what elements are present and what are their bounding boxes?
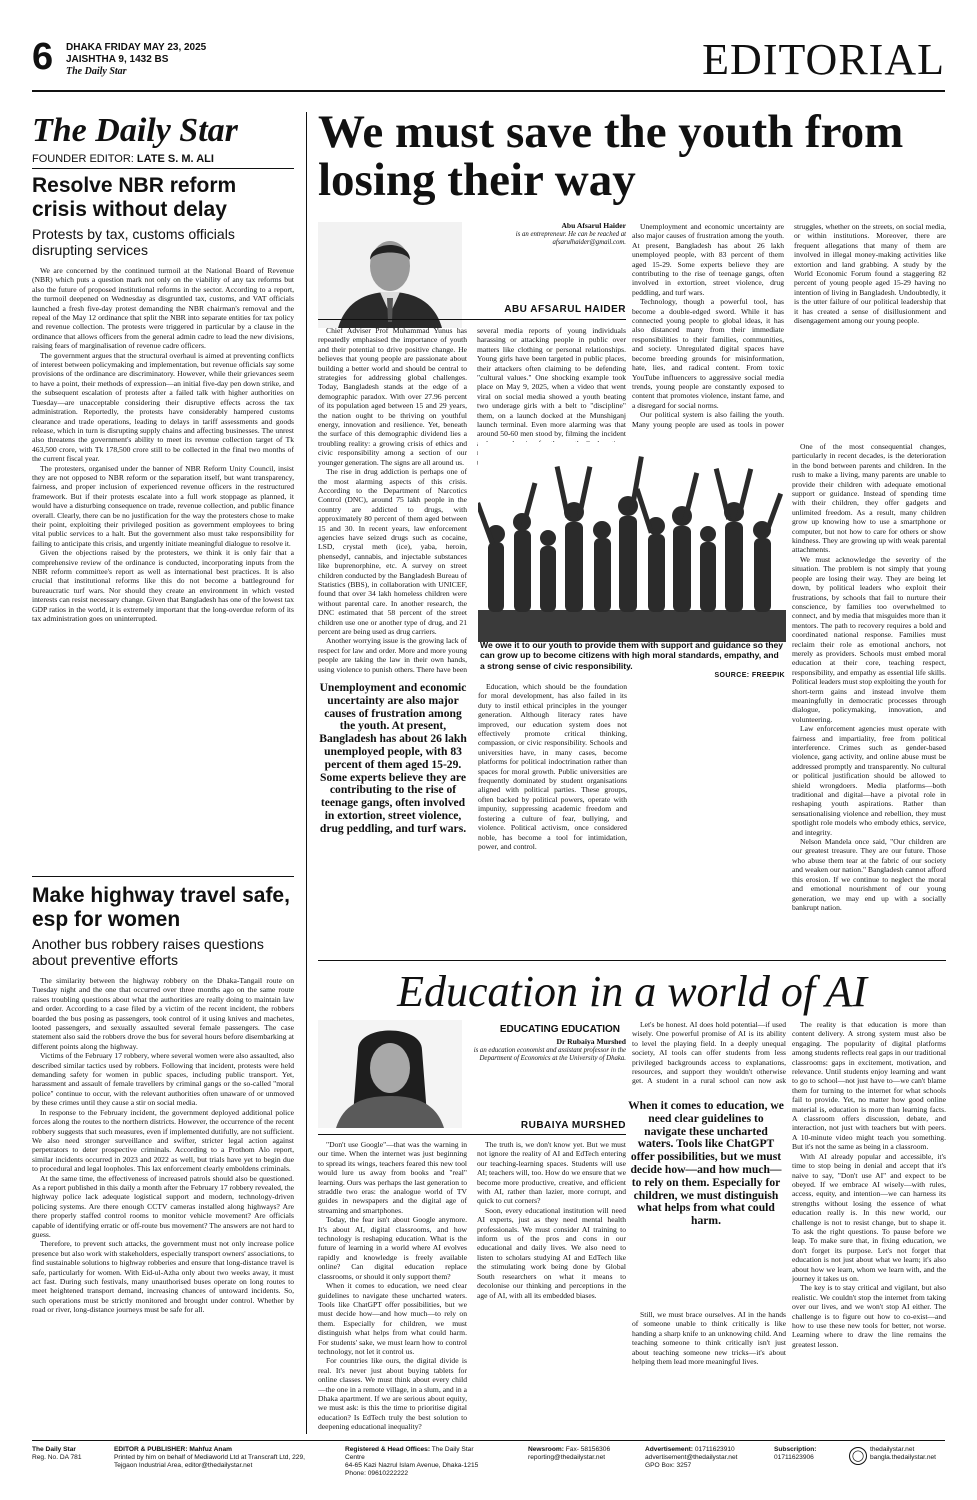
article2-body-mid-bottom [632,1310,786,1434]
author-rule [318,319,626,320]
dateline-paper: The Daily Star [66,66,127,77]
paragraph: Another worrying issue is the growing lack of respect for law and order. More and more young people are taking the law in their own hands, using violence to punish others. There have been several media reports of young individuals harassing or attacking people in public over matters like clothing or personal relationships. Young girls have been targeted in public places, their attackers often claiming to be defending "cultural values." One shocking example took place on May 9, 2025, when a video that went viral on social media showed a youth beating two underage girls with a belt to "discipline" them, on a launch docked at the Munshiganj launch terminal. Even more alarming was that around 50-60 men stood by, filming the incident [318,326,626,674]
author2-photo [318,1020,462,1128]
section-title: EDITORIAL [702,35,945,84]
editorial2-body [32,976,294,1434]
article1-headline: We must save the youth from losing their way [318,106,904,206]
author-bio-text: is an entrepreneur. He can be reached at [515,231,626,239]
footer-paper-name: The Daily Star [32,1446,76,1453]
paragraph: In response to the February incident, the government deployed additional police forces along the routes to the northern districts. However, the occurrence of the recent robbery suggests that such measures, even if implemented dutifully, are not sufficient. We also need stronger surveillance and swifter, stricter legal action against perpetrators to deter prospective criminals. According to a Prothom Alo report, similar incidents occurred in 2023 and 2022 as well, but trials have yet to begin due to procedural and legal loopholes. This lax enforcement clearly emboldens criminals. [32,1107,294,1174]
editorial1-body [32,266,294,872]
footer-subscription [774,1446,844,1462]
footer-office-label: Registered & Head Offices: [345,1446,431,1453]
footer-paper [32,1446,81,1462]
masthead-rule [32,168,294,169]
article2-body-right [792,1020,946,1434]
footer-printed2: Tejgaon Industrial Area, editor@thedailystar.net [114,1462,253,1469]
paragraph: We are concerned by the continued turmoil at the National Board of Revenue (NBR) which puts a question mark not only on the viability of any tax reforms but also the future of proposed institutional reforms in the sector. According to a report, the turmoil deepened on Wednesday as disgruntled tax, customs, and VAT officials launched a fresh five-day protest demanding the NBR chairman's removal and the repeal of the May 12 ordinance that split the NBR into separate entities for tax policy and revenue collection. The protests were triggered in particular by a clause in the ordinance that allows officers from the general admin cadre to lead the new divisions, raising fears of marginalisation of revenue cadre officers. [32,266,294,351]
article1-body-bottom [478,682,786,954]
footer-editor-name: Mahfuz Anam [189,1446,232,1453]
footer-ad-label: Advertisement: [645,1446,694,1453]
paragraph: Chief Adviser Prof Muhammad Yunus has repeatedly emphasised the importance of youth and their potential to drive positive change. He believes that young people are passionate about building a better world and should be central to strategies for addressing global challenges. Today, Bangladesh stands at the edge of a demographic paradox. With over 27.96 percent of its population aged between 15 and 29 years, the nation ought to be thriving on youthful energy, innovation and resilience. Yet, beneath the surface of this demographic dividend lies a troubling reality: a growing crisis of ethics and civic responsibility among a section of our younger generation. The signs are all around us. [318,326,467,467]
footer-printed: Printed by him on behalf of Mediaworld Ltd at Transcraft Ltd, 229, [114,1454,305,1461]
author2-bio [470,1038,626,1064]
footer-newsroom [528,1446,638,1462]
footer-web2[interactable]: bangla.thedailystar.net [870,1454,936,1461]
author2-rule [318,1134,626,1135]
header-rule [32,90,945,92]
footer-office [345,1446,495,1478]
column-divider [306,112,307,1434]
paragraph: When it comes to education, we need clear guidelines to navigate these uncharted waters. Tools like ChatGPT offer possibilities, but we must decide how—and how much—to rely on them. Especially for children, we must distinguish what helps from what could harm. For students' sake, we must learn how to control technology, not let it control us. [318,1281,467,1356]
article2-body-left [318,1140,626,1434]
footer-reg: Reg. No. DA 781 [32,1454,82,1461]
footer-rule [32,1440,945,1441]
article1-pullquote: Unemployment and economic uncertainty are also major causes of frustration among the youth. At present, Bangladesh has about 26 lakh unemployed people, with 83 percent of them aged 15-29. Some experts believe they are contributing to the rise of teenage gangs, often involved in extortion, street violence, drug peddling, and turf wars. [319,681,467,835]
footer-sub-label: Subscription: [774,1446,817,1453]
article2-headline: Education in a world of AI [397,967,867,1016]
paragraph: For countries like ours, the digital divide is real. It's never just about buying tablets for online classes. We must think about every child—the one in a remote village, in a slum, and in a Dhaka apartment. If we are serious about equity, we must ask: is this the time to prioritise digital education? Is EdTech truly the best solution to deepening educational inequality? [318,1356,467,1432]
paragraph: Therefore, to prevent such attacks, the government must not only increase police presence but also work with stakeholders, especially transport owners' associations, to find sustainable solutions to highway robberies and ensure that long-distance travel is safe, particularly for women. With Eid-ul-Azha only about two weeks away, it must act fast. During such festivals, many unauthorised buses operate on long routes to meet heightened transport demand, increasing chances of untoward incidents. So, such operations must be strictly monitored and brought under control. Whether by road or river, long-distance journeys must be safe for all. [32,1239,294,1315]
globe-icon: ◯ [849,1447,867,1465]
paragraph: One of the most consequential changes, particularly in recent decades, is the deterioration in the bond between parents and children. In the rush to make a living, many parents are unable to provide their children with adequate emotional support or guidance. Instead of spending time with their children, they offer gadgets and unlimited freedom. As a result, many children grow up knowing how to use a smartphone or computer, but not how to care for others or show kindness. They are growing up with weak parental attachments. [792,442,946,555]
footer-ad-phone: 01711623910 [694,1446,735,1453]
author-email: afsarulhaider@gmail.com. [552,239,626,247]
paragraph: The government argues that the structural overhaul is aimed at preventing conflicts of interest between policymaking and implementation, but revenue officials say some provisions of the ordinance are discriminatory. However, while their grievances seem to have a point, their methods of expression—an initial five-day pen down strike, and the subsequent escalation of protests after a failed talk with higher authorities on Tuesday—are unacceptable considering their disruptive effects across the tax administration. Reportedly, the protests have considerably hampered customs clearance and trade operations, leading to delays in tariff assessments and goods release, which in turn is disrupting supply chains and affecting businesses. The unrest also threatens the government's ability to meet its revenue collection target of Tk 463,500 crore, with Tk 178,500 crore still to be collected in the final two months of the current fiscal year. [32,350,294,464]
paragraph: The rise in drug addiction is perhaps one of the most alarming aspects of this crisis. According to the Department of Narcotics Control (DNC), around 75 lakh people in the country are addicted to drugs, with approximately 80 percent of them aged between 15 and 30. In recent years, law enforcement agencies have seized drugs such as cocaine, LSD, crystal meth (ice), yaba, heroin, phensedyl, cannabis, and injectable substances like buprenorphine, etc. A survey on street children conducted by the Bangladesh Bureau of Statistics (BBS), in collaboration with UNICEF, found that over 34 lakh homeless children were without parental care. In another research, the DNC estimated that 58 percent of the street children use one or another type of drug, and 21 percent are being used as drug carriers. [318,467,467,636]
column-label: EDUCATING EDUCATION [499,1024,620,1035]
article1-body-top-right [632,222,946,436]
footer-editor [114,1446,319,1470]
footer-newsroom-email: reporting@thedailystar.net [528,1454,606,1461]
bangla-date: JAISHTHA 9, 1432 BS [66,54,169,65]
footer-ad-box: GPO Box: 3257 [645,1462,692,1469]
footer-editor-label: EDITOR & PUBLISHER: [114,1446,188,1453]
paragraph: The protesters, organised under the banner of NBR Reform Unity Council, insist they are not opposed to NBR reform or the separation itself, but want transparency, fairness, and proper inclusion of experienced revenue officers in the restructured framework. But if their protests escalate into a full work stoppage as planned, it would have a disturbing consequence on trade, revenue collection, and public finance overall. Clearly, there can be no justification for the way the protesters chose to make their point, exploiting their privileged position as government employees to bring vital public services to a halt. But the government also must take responsibility for failing to anticipate this crisis, and urgently initiate meaningful dialogue to resolve it. [32,463,294,548]
photo-caption [480,640,785,682]
author-bio [470,222,626,248]
article2-pullquote: When it comes to education, we need clear guidelines to navigate these uncharted waters. Tools like ChatGPT offer possibilities, but we must decide how—and how much—to rely on them. Especially for children, we must distinguish what helps from what could harm. [628,1099,784,1228]
paragraph: Education, which should be the foundation for moral development, has also failed in its duty to instil ethical principles in the younger generation. Although literacy rates have improved, our education system does not effectively promote critical thinking, compassion, or civic responsibility. Schools and universities have, in many cases, become platforms for political indoctrination rather than spaces for moral growth. Public universities are frequently dominated by student organisations aligned with political parties. These groups, often backed by political powers, operate with impunity, suppressing academic freedom and fostering a culture of fear, bullying, and violence. Political activism, once considered noble, has become a tool for intimidation, power, and control. [478,682,627,851]
author2-name-small: Dr Rubaiya Murshed [556,1037,626,1046]
paragraph: With AI already popular and accessible, it's time to stop being in denial and accept that it's naive to say, "Don't use AI" and expect to be obeyed. If we embrace AI wisely—with rules, access, equity, and intention—we can harness its strengths without losing the essence of what education really is. In this new world, our challenge is not to resist change, but to shape it. To ask the right questions. To pause before we leap. To make sure that, in fixing education, we don't forget its purpose. Let's not forget that education is not just about what we learn; it's also about how we learn, whom we learn with, and the journey it takes us on. [792,1151,946,1283]
editorial1-headline: Resolve NBR reform crisis without delay [32,174,237,221]
author-name-small: Abu Afsarul Haider [561,221,626,230]
author2-bio-text: is an education economist and assistant professor in the Department of Economics at the University of Dhaka. [473,1047,626,1063]
editorial1-subhead: Protests by tax, customs officials disrupting services [32,226,235,258]
paragraph: Today, the fear isn't about Google anymore. It's about AI, digital classrooms, and how technology is reshaping education. What is the future of learning in a world where AI evolves rapidly and knowledge is freely available online? Can digital education replace classrooms, or should it only support them? [318,1215,467,1281]
article1-body-right [792,442,946,954]
paragraph: "Don't use Google"—that was the warning in our time. When the internet was just beginning to spread its wings, teachers feared this new tool would lure us away from books and "real" learning. Ours was perhaps the last generation to straddle two eras: the analogue world of TV guides in newspapers and the digital age of streaming and smartphones. [318,1140,467,1215]
footer-web1[interactable]: thedailystar.net [870,1446,915,1453]
paragraph: The truth is, we don't know yet. But we must not ignore the reality of AI and EdTech entering our teaching-learning spaces. Students will use AI; teachers will, too. How do we ensure that we become more productive, creative, and efficient with AI, rather than lazier, more corrupt, and quick to cut corners? [477,1140,626,1206]
footer-office-address: 64-65 Kazi Nazrul Islam Avenue, Dhaka-1215 [345,1462,479,1469]
paragraph: At the same time, the effectiveness of increased patrols should also be questioned. As a report published in this daily a month after the February 17 robbery revealed, the highway police lack adequate logistical support and modern, technology-driven policing systems. Are there enough CCTV cameras installed along highways? Are there properly staffed control rooms to monitor vehicle movement? Are officials capable of identifying erratic or off-route bus movement? The answers are not hard to guess. [32,1173,294,1239]
paragraph: Still, we must brace ourselves. AI in the hands of someone unable to think critically is like handing a sharp knife to an unknowing child. And teaching someone to think critically isn't just about teaching someone new tricks—it's about helping them lead more meaningful lives. [632,1310,786,1367]
author2-name: RUBAIYA MURSHED [520,1120,626,1131]
page-number: 6 [32,36,54,78]
founder-label: FOUNDER EDITOR: [32,153,134,165]
paragraph: Nelson Mandela once said, "Our children are our greatest treasure. They are our future. Those who abuse them tear at the fabric of our society and weaken our nation." Bangladesh cannot afford this erosion. If we continue to neglect the moral and emotional nourishment of our young generation, we may end up with a socially bankrupt nation. [792,837,946,912]
editorial2-headline: Make highway travel safe, esp for women [32,884,290,931]
date: DHAKA FRIDAY MAY 23, 2025 [66,42,207,53]
editorial-divider [32,876,294,877]
article-divider [318,960,946,961]
dateline [66,42,206,78]
footer-phone: Phone: 09610222222 [345,1470,409,1477]
article2-body-mid-top [632,1020,786,1094]
paragraph: Technology, though a powerful tool, has become a double-edged sword. While it has connected young people to global ideas, it has also distanced many from their immediate responsibilities to their families, communities, and society. Unregulated digital spaces have become breeding grounds for misinformation, hate, lies, and radical content. From toxic YouTube influencers to aggressive social media trends, young people are constantly exposed to content that promotes violence, instant fame, and a disregard for social norms. [632,297,784,410]
author-name: ABU AFSARUL HAIDER [504,304,626,315]
footer-advertisement [645,1446,763,1470]
paragraph: Given the objections raised by the protesters, we think it is only fair that a comprehensive review of the ordinance is conducted, incorporating inputs from the NBR reform committee's report as well as international best practices. It is also crucial that institutional reforms like this do not become a battleground for bureaucratic turf wars. Nor should they create an environment in which vested interests can resist necessary change. Given that Bangladesh has one of the lowest tax GDP ratios in the world, it is extremely important that the long-overdue reform of its tax administration goes on uninterrupted. [32,548,294,624]
paragraph: Our political system is also failing the youth. Many young people are used as tools in power struggles, whether on the streets, on social media, or within institutions. Moreover, there are frequent allegations that many of them are involved in illegal money-making activities like extortion and land grabbing. A study by the World Economic Forum found a staggering 82 percent of young people aged 15-29 having no intention of living in Bangladesh. Undoubtedly, it is the utter failure of our political leadership that it has created a sense of disillusionment and disengagement among our young people. [632,222,946,429]
masthead: The Daily Star [32,112,238,149]
caption-text: We owe it to our youth to provide them with support and guidance so they can grow up to become citizens with high moral standards, empathy, and a strong sense of civic responsibility. [480,640,784,671]
footer-office-name: The Daily Star Centre [345,1446,474,1461]
paragraph: Law enforcement agencies must operate with fairness and impartiality, free from political interference. Crimes such as gender-based violence, gang activity, and online abuse must be addressed promptly and transparently. No cultural or political justification should be allowed to shield wrongdoers. Media platforms—both traditional and digital—have a pivotal role in reshaping youth aspirations. Rather than sensationalising violence and rebellion, they must spotlight role models who embody ethics, service, and integrity. [792,724,946,837]
paragraph: Soon, every educational institution will need AI experts, just as they need mental health professionals. We must consider AI training to inform us of the pros and cons in our educational and daily lives. We also need to listen to scholars studying AI and EdTech like the stimulating work being done by Global South researchers on what it means to decolonise our thinking and perceptions in the age of AI, with all its embedded biases. [477,1205,626,1300]
footer-sub-phone: 01711623906 [774,1454,814,1461]
founder-line [32,152,302,166]
footer-newsroom-fax: Fax- 58156306 [565,1446,611,1453]
footer-web [870,1446,950,1462]
footer-newsroom-label: Newsroom: [528,1446,564,1453]
paragraph: Let's be honest. AI does hold potential—if used wisely. One powerful promise of AI is its ability to level the playing field. In a deeply unequal society, AI tools can offer students from less privileged backgrounds access to explanations, resources, and support they wouldn't otherwise get. A student in a rural school can now ask [632,1020,786,1086]
paragraph: Unemployment and economic uncertainty are also major causes of frustration among the youth. At present, Bangladesh has about 26 lakh unemployed people, with 83 percent of them aged 15-29. Some experts believe they are contributing to the rise of teenage gangs, often involved in extortion, street violence, drug peddling, and turf wars. [632,222,784,297]
footer-ad-email: advertisement@thedailystar.net [645,1454,738,1461]
paragraph: Victims of the February 17 robbery, where several women were also assaulted, also described similar tactics used by robbers. Following that incident, protests were held demanding safety for women in public spaces, including public transport. Yet, harassment and assault of female travellers by criminal gangs or the so-called "moral police" continue to occur, with the relevant authorities often unaware of or unmoved by these crimes until they cause a stir on social media. [32,1051,294,1108]
youth-silhouette-photo [478,442,786,642]
paragraph: We must acknowledge the severity of the situation. The problem is not simply that young people are losing their way. They are being let down, by political leaders who exploit their frustrations, by schools that fail to nurture their conscience, by families too overwhelmed to connect, and by media that misguides more than it mentors. The path to recovery requires a bold and coordinated national response. Families must reclaim their role as emotional anchors, not merely as providers. Schools must embed moral education at their core, teaching respect, responsibility, and empathy as essential life skills. Political leaders must stop exploiting the youth for short-term gains and instead involve them meaningfully in democratic processes through dialogue, policymaking, innovation, and volunteering. [792,554,946,724]
founder-name: LATE S. M. ALI [136,153,214,165]
author-photo [318,222,462,328]
editorial2-subhead: Another bus robbery raises questions about preventive efforts [32,936,264,968]
paragraph: The similarity between the highway robbery on the Dhaka-Tangail route on Tuesday night and the one that occurred over three months ago on the same route raises troubling questions about what the authorities are really doing to maintain law and order. According to a case filed by a victim of the recent incident, the robbers boarded the bus posing as passengers, took control of it using knives and machetes, looted passengers, and sexually assaulted several female passengers. The case statement also said the robbers drove the bus for several hours before disembarking at different points along the highway. [32,976,294,1051]
paragraph: The reality is that education is more than content delivery. A strong system must also be engaging. The popularity of digital platforms among students reflects real gaps in our traditional classrooms: gaps in excitement, motivation, and relevance. Until students enjoy learning and want to go to school—not just have to—we can't blame them for turning to the internet for what schools fail to provide. Yet, no matter how good online material is, education is more than learning facts. A classroom offers discussion, debate, and interaction, not just with teachers but with peers. A 10-minute video might teach you something. But it's not the same as being in a classroom. [792,1020,946,1152]
paragraph: The key is to stay critical and vigilant, but also realistic. We couldn't stop the internet from taking over our lives, and we won't stop AI either. The challenge is to figure out how to co-exist—and how to use these new tools for better, not worse. Learning where to draw the line remains the greatest lesson. [792,1283,946,1349]
photo-source: SOURCE: FREEPIK [714,672,785,680]
